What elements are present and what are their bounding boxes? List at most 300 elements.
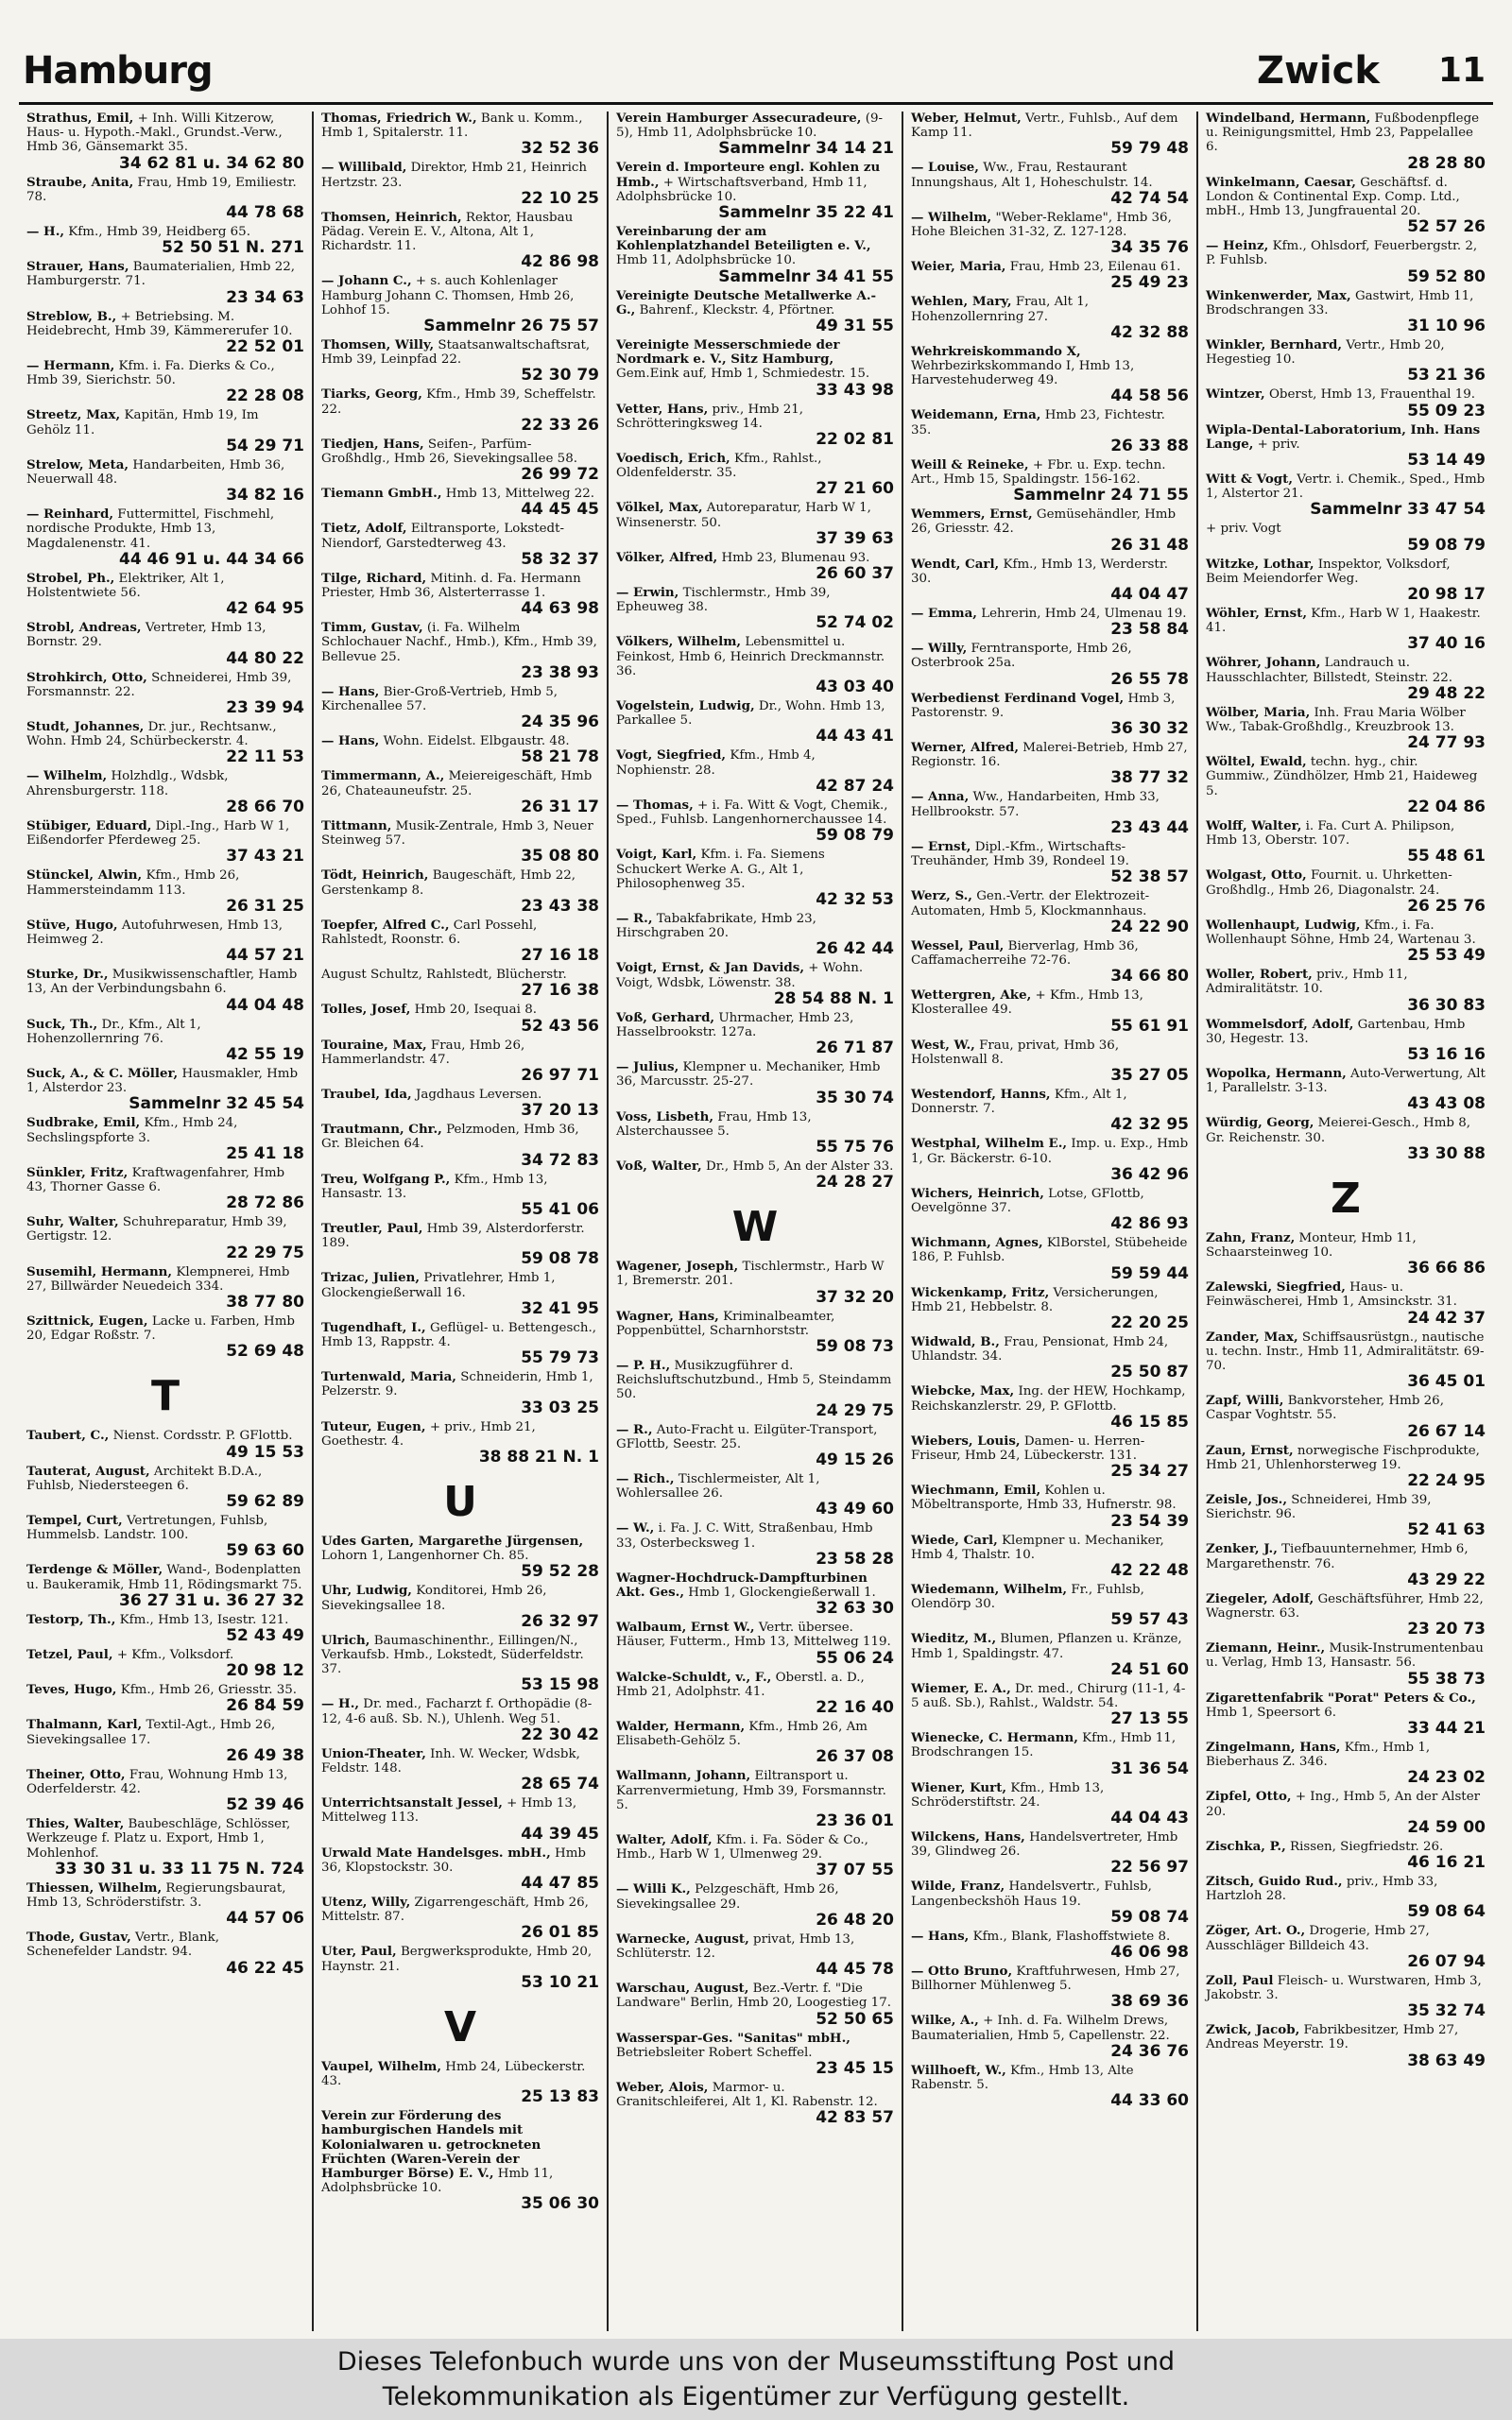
phone-number: 26 37 08 — [816, 1747, 894, 1767]
directory-entry — [616, 1060, 894, 1107]
entry-name: Wöhler, Ernst, — [1206, 606, 1308, 622]
entry-details: Frau, Hmb 19, Emiliestr. 78. — [26, 175, 297, 204]
directory-entry — [1206, 1741, 1486, 1787]
entry-details: Wand-, Bodenplatten u. Baukeramik, Hmb 11, Rödingsmarkt 75. — [26, 1563, 302, 1592]
entry-name: Voigt, Karl, — [616, 847, 697, 863]
phone-number: 26 99 72 — [521, 465, 599, 485]
entry-name: Trautmann, Chr., — [321, 1122, 442, 1138]
entry-details: Konditorei, Hmb 26, Sievekingsallee 18. — [321, 1584, 547, 1613]
entry-name: Vogt, Siegfried, — [616, 747, 727, 764]
directory-entry — [1206, 289, 1486, 335]
phone-number: 44 04 47 — [1110, 585, 1189, 605]
entry-name: Voss, Lisbeth, — [616, 1108, 713, 1124]
phone-number: 22 33 26 — [521, 415, 599, 435]
entry-name: Völkel, Max, — [616, 500, 703, 516]
entry-name: Witzke, Lothar, — [1206, 556, 1314, 572]
entry-details: + Kfm., Hmb 13, Klosterallee 49. — [911, 988, 1143, 1018]
entry-name: — Wilhelm, — [911, 209, 992, 225]
directory-entry — [321, 1038, 599, 1085]
directory-entry — [616, 1159, 894, 1192]
phone-number: 34 62 81 u. 34 62 80 — [118, 153, 304, 173]
directory-entry — [911, 1236, 1189, 1282]
phone-number: 59 63 60 — [226, 1541, 304, 1561]
entry-details: Lehrerin, Hmb 24, Ulmenau 19. — [981, 607, 1187, 622]
directory-entry — [911, 1484, 1189, 1530]
phone-number: 59 79 48 — [1110, 139, 1189, 159]
entry-details: Kfm. i. Fa. Dierks & Co., Hmb 39, Sierichstr. 50. — [26, 359, 275, 388]
entry-details: Dr. jur., Rechtsanw., Wohn. Hmb 24, Schürbeckerstr. 4. — [26, 720, 277, 749]
entry-name: Tietz, Adolf, — [321, 521, 407, 537]
column-1 — [19, 112, 314, 2331]
entry-name: — Willy, — [911, 641, 968, 657]
entry-details: + Inh. d. Fa. Wilhelm Drews, Baumaterialien, Hmb 5, Capellenstr. 22. — [911, 2014, 1170, 2043]
entry-name: Urwald Mate Handelsges. mbH., — [321, 1845, 551, 1861]
entry-details: Meierei-Gesch., Hmb 8, Gr. Reichenstr. 30. — [1206, 1116, 1470, 1145]
phone-number: 26 31 17 — [521, 797, 599, 816]
entry-details: techn. hyg., chir. Gummiw., Zündhölzer, Hmb 21, Haideweg 5. — [1206, 755, 1478, 798]
phone-number: 22 02 81 — [816, 430, 894, 450]
directory-entry — [26, 176, 304, 222]
entry-details: Wehrbezirkskommando I, Hmb 13, Harvestehuderweg 49. — [911, 359, 1135, 388]
directory-entry — [321, 211, 599, 272]
phone-number: 23 36 01 — [816, 1811, 894, 1831]
phone-number: 24 77 93 — [1407, 733, 1486, 753]
directory-entry — [911, 458, 1189, 505]
entry-name: Wiener, Kurt, — [911, 1779, 1007, 1795]
entry-name: Szittnick, Eugen, — [26, 1313, 148, 1329]
entry-name: Werner, Alfred, — [911, 740, 1020, 756]
phone-number: 26 32 97 — [521, 1611, 599, 1631]
phone-number: 26 33 88 — [1110, 436, 1189, 455]
phone-number: 52 30 79 — [521, 366, 599, 386]
phone-number: 38 88 21 N. 1 — [478, 1447, 599, 1467]
entry-details: Landrauch u. Hausschlachter, Billstedt, Steinstr. 22. — [1206, 656, 1452, 685]
entry-details: + i. Fa. Witt & Vogt, Chemik., Sped., Fuhlsb. Langenhornerchaussee 14. — [616, 798, 888, 828]
entry-details: + Fbr. u. Exp. techn. Art., Hmb 15, Spaldingstr. 156-162. — [911, 457, 1166, 488]
directory-entry — [1206, 1493, 1486, 1539]
directory-entry — [911, 211, 1189, 257]
directory-entry — [616, 1359, 894, 1420]
phone-number: 24 51 60 — [1110, 1659, 1189, 1679]
phone-number: 28 72 86 — [226, 1193, 304, 1213]
phone-number: 42 74 54 — [1110, 188, 1189, 208]
entry-details: Elektriker, Alt 1, Holstentwiete 56. — [26, 571, 225, 601]
entry-details: Vertr. i. Chemik., Sped., Hmb 1, Alstertor 21. — [1206, 472, 1486, 502]
directory-entry — [1206, 1067, 1486, 1113]
directory-entry — [26, 1018, 304, 1064]
phone-number: 26 84 59 — [226, 1696, 304, 1716]
phone-number: 26 48 20 — [816, 1910, 894, 1930]
entry-details: Hmb 11, Adolphsbrücke 10. — [616, 253, 797, 268]
entry-name: — Willi K., — [616, 1881, 691, 1897]
entry-details: Hmb 20, Isequai 8. — [414, 1003, 537, 1018]
phone-number: 37 43 21 — [226, 847, 304, 867]
entry-name: Zander, Max, — [1206, 1329, 1298, 1345]
phone-number: Sammelnr 26 75 57 — [423, 317, 599, 336]
phone-number: 28 66 70 — [226, 797, 304, 816]
directory-entry — [911, 1137, 1189, 1183]
entry-name: Susemihl, Hermann, — [26, 1263, 173, 1279]
phone-number: 55 79 73 — [521, 1348, 599, 1368]
directory-entry — [616, 501, 894, 547]
entry-details: Kfm., Hmb 13, Werderstr. 30. — [911, 557, 1168, 586]
directory-entry — [911, 790, 1189, 836]
directory-entry — [321, 1535, 599, 1581]
phone-number: 26 55 78 — [1110, 669, 1189, 689]
entry-details: Kfm., Hmb 13, Isestr. 121. — [119, 1612, 289, 1627]
phone-number: 24 29 75 — [816, 1400, 894, 1420]
directory-entry — [911, 692, 1189, 738]
phone-number: 44 80 22 — [226, 648, 304, 668]
directory-entry — [911, 1682, 1189, 1728]
entry-name: Sudbrake, Emil, — [26, 1115, 141, 1131]
entry-name: Testorp, Th., — [26, 1611, 116, 1627]
phone-number: 58 32 37 — [521, 549, 599, 569]
phone-number: 42 22 48 — [1110, 1560, 1189, 1580]
entry-details: Marmor- u. Granitschleiferei, Alt 1, Kl. Rabenstr. 12. — [616, 2081, 878, 2110]
phone-number: 43 03 40 — [816, 678, 894, 697]
directory-entry — [616, 1011, 894, 1057]
directory-entry — [616, 452, 894, 498]
directory-entry — [26, 621, 304, 667]
directory-entry — [321, 1697, 599, 1743]
page-header — [19, 45, 1493, 105]
phone-number: 22 04 86 — [1407, 797, 1486, 816]
phone-number: 24 42 37 — [1407, 1308, 1486, 1328]
entry-name: Wichers, Heinrich, — [911, 1185, 1044, 1201]
entry-name: Thalmann, Karl, — [26, 1717, 143, 1733]
entry-name: Wehrkreiskommando X, — [911, 343, 1081, 359]
phone-number: 35 27 05 — [1110, 1065, 1189, 1085]
directory-entry — [616, 1621, 894, 1667]
directory-entry — [616, 798, 894, 845]
entry-details: Ferntransporte, Hmb 26, Osterbrook 25a. — [911, 642, 1132, 671]
phone-number: 23 58 84 — [1110, 620, 1189, 640]
phone-number: 59 52 80 — [1407, 266, 1486, 286]
entry-details: Kfm., Hmb 26, Griesstr. 35. — [120, 1683, 298, 1698]
directory-entry — [911, 1731, 1189, 1777]
directory-entry — [1206, 1116, 1486, 1162]
phone-number: 53 14 49 — [1407, 451, 1486, 471]
entry-details: + priv. Vogt — [1206, 522, 1281, 537]
phone-number: 53 10 21 — [521, 1972, 599, 1992]
phone-number: 26 31 25 — [226, 896, 304, 916]
directory-entry — [911, 939, 1189, 986]
phone-number: 23 20 73 — [1407, 1620, 1486, 1639]
entry-name: Walcke-Schuldt, v., F., — [616, 1669, 772, 1685]
entry-details: Seifen-, Parfüm-Großhdlg., Hmb 26, Sievekingsallee 58. — [321, 437, 577, 467]
entry-name: Timmermann, A., — [321, 768, 445, 784]
directory-entry — [26, 1116, 304, 1162]
entry-name: Weber, Helmut, — [911, 112, 1022, 126]
directory-entry — [616, 1423, 894, 1469]
directory-entry — [616, 1521, 894, 1568]
phone-number: 20 98 17 — [1407, 585, 1486, 605]
phone-number: 26 71 87 — [816, 1038, 894, 1058]
entry-details: Ww., Frau, Restaurant Innungshaus, Alt 1, Hoheschulstr. 14. — [911, 161, 1153, 190]
entry-details: + priv. — [1257, 437, 1300, 452]
phone-number: 59 08 64 — [1407, 1902, 1486, 1922]
entry-details: Hausmakler, Hmb 1, Alsterdor 23. — [26, 1066, 299, 1096]
directory-entry — [1206, 918, 1486, 965]
entry-name: Studt, Johannes, — [26, 719, 145, 735]
phone-number: 28 28 80 — [1407, 153, 1486, 173]
phone-number: 44 57 06 — [226, 1909, 304, 1929]
entry-name: Tempel, Curt, — [26, 1512, 123, 1528]
entry-details: (i. Fa. Wilhelm Schlochauer Nachf., Hmb.), Kfm., Hmb 39, Bellevue 25. — [321, 621, 597, 664]
entry-name: — H., — [321, 1696, 360, 1712]
entry-details: Frau, Hmb 23, Eilenau 61. — [1009, 260, 1181, 275]
phone-number: 28 54 88 N. 1 — [773, 988, 894, 1008]
directory-entry — [26, 1067, 304, 1113]
directory-entry — [321, 734, 599, 766]
phone-number: 42 83 57 — [816, 2108, 894, 2128]
phone-number: Sammelnr 24 71 55 — [1013, 486, 1189, 506]
entry-details: Baumaschinenthr., Eillingen/N., Verkaufsb. Hmb., Lokstedt, Süderfeldstr. 37. — [321, 1633, 584, 1677]
entry-details: + Kfm., Volksdorf. — [116, 1647, 234, 1662]
phone-number: 37 39 63 — [816, 528, 894, 548]
directory-entry — [616, 912, 894, 958]
entry-details: Frau, Hmb 13, Alsterchaussee 5. — [616, 1109, 812, 1139]
directory-entry — [1206, 1280, 1486, 1327]
entry-details: Bahrenf., Kleckstr. 4, Pförtner. — [639, 302, 835, 318]
phone-number: 26 01 85 — [521, 1923, 599, 1943]
entry-details: Monteur, Hmb 11, Schaarsteinweg 10. — [1206, 1230, 1417, 1260]
phone-number: 44 45 78 — [816, 1960, 894, 1980]
entry-name: — Willibald, — [321, 160, 407, 176]
entry-details: Tischlermeister, Alt 1, Wohlersallee 26. — [616, 1471, 820, 1502]
directory-entry — [616, 635, 894, 696]
directory-entry — [321, 2060, 599, 2106]
entry-details: Hmb 24, Lübeckerstr. 43. — [321, 2059, 586, 2089]
column-5 — [1198, 112, 1493, 2331]
phone-number: 42 55 19 — [226, 1044, 304, 1064]
phone-number: 42 87 24 — [816, 776, 894, 796]
entry-details: Fleisch- u. Wurstwaren, Hmb 3, Jakobstr. 3. — [1206, 1973, 1482, 2003]
directory-entry — [1206, 1592, 1486, 1639]
entry-details: Direktor, Hmb 21, Heinrich Hertzstr. 23. — [321, 161, 588, 190]
phone-number: Sammelnr 34 41 55 — [718, 266, 894, 286]
directory-entry — [26, 310, 304, 356]
header-last-entry: Zwick — [1257, 49, 1380, 93]
phone-number: 52 43 49 — [226, 1625, 304, 1645]
entry-name: Weier, Maria, — [911, 259, 1006, 275]
entry-details: Autofuhrwesen, Hmb 13, Heimweg 2. — [26, 918, 283, 947]
phone-number: 43 43 08 — [1407, 1094, 1486, 1114]
entry-name: Treutler, Paul, — [321, 1220, 423, 1236]
directory-entry — [26, 1683, 304, 1715]
entry-name: Wettergren, Ake, — [911, 987, 1032, 1004]
entry-details: Fournit. u. Uhrketten-Großhdlg., Hmb 26, Diagonalstr. 24. — [1206, 868, 1452, 898]
entry-details: Dr. med., Facharzt f. Orthopädie (8-12, 4-6 auß. Sb. N.), Uhlenh. Weg 51. — [321, 1697, 593, 1726]
entry-details: Gen.-Vertr. der Elektrozeit-Automaten, Hmb 5, Klockmannhaus. — [911, 889, 1150, 918]
entry-details: Architekt B.D.A., Fuhlsb, Niedersteegen 6. — [26, 1464, 263, 1493]
entry-name: Zöger, Art. O., — [1206, 1923, 1306, 1939]
phone-number: 44 63 98 — [521, 599, 599, 619]
entry-details: Klempnerei, Hmb 27, Billwärder Neuedeich 334. — [26, 1264, 290, 1294]
phone-number: 53 15 98 — [521, 1675, 599, 1695]
entry-details: Pelzmoden, Hmb 36, Gr. Bleichen 64. — [321, 1123, 579, 1152]
phone-number: 34 66 80 — [1110, 967, 1189, 987]
entry-name: Traubel, Ida, — [321, 1086, 412, 1102]
directory-entry — [321, 1796, 599, 1843]
directory-entry — [911, 1384, 1189, 1431]
directory-entry — [1206, 1875, 1486, 1921]
directory-entry — [321, 918, 599, 965]
entry-details: i. Fa. J. C. Witt, Straßenbau, Hmb 33, Osterbecksweg 1. — [616, 1521, 873, 1551]
phone-number: 52 50 51 N. 271 — [162, 238, 304, 258]
directory-entry — [911, 1632, 1189, 1678]
entry-details: Staatsanwaltschaftsrat, Hmb 39, Leinpfad 22. — [321, 338, 591, 368]
phone-number: 33 43 98 — [816, 380, 894, 400]
directory-entry — [26, 1817, 304, 1879]
phone-number: 25 53 49 — [1407, 946, 1486, 966]
entry-details: Regierungsbaurat, Hmb 13, Schröderstifstr. 3. — [26, 1880, 286, 1911]
phone-number: 28 65 74 — [521, 1775, 599, 1794]
directory-entry — [911, 1038, 1189, 1085]
entry-name: Taubert, C., — [26, 1428, 110, 1444]
entry-name: Wolff, Walter, — [1206, 817, 1302, 833]
entry-name: Wagner, Hans, — [616, 1308, 719, 1324]
phone-number: 26 31 48 — [1110, 535, 1189, 555]
entry-details: priv., Hmb 21, Schrötteringksweg 14. — [616, 402, 804, 431]
entry-name: Verein zur Förderung des hamburgischen Handels mit Kolonialwaren u. getrockneten Früchten (Waren-Verein der Hamburger Börse) E. V., — [321, 2108, 541, 2182]
entry-details: Musik-Zentrale, Hmb 3, Neuer Steinweg 57. — [321, 818, 593, 849]
directory-entry — [321, 438, 599, 484]
entry-details: Dipl.-Kfm., Wirtschafts-Treuhänder, Hmb 39, Rondeel 19. — [911, 839, 1129, 869]
directory-entry — [321, 1846, 599, 1893]
directory-entry — [321, 1747, 599, 1794]
entry-name: Wintzer, — [1206, 386, 1265, 403]
directory-entry — [616, 961, 894, 1007]
entry-details: Meiereigeschäft, Hmb 26, Chateauneufstr. 25. — [321, 769, 593, 798]
entry-name: Toepfer, Alfred C., — [321, 917, 450, 933]
phone-number: 59 57 43 — [1110, 1610, 1189, 1630]
phone-number: 24 23 02 — [1407, 1768, 1486, 1788]
entry-details: Frau, Wohnung Hmb 13, Oderfelderstr. 42. — [26, 1767, 288, 1796]
phone-number: 34 82 16 — [226, 486, 304, 506]
directory-entry — [911, 1088, 1189, 1134]
entry-details: Auto-Fracht u. Eilgüter-Transport, GFlottb, Seestr. 25. — [616, 1422, 878, 1451]
entry-name: Strauer, Hans, — [26, 259, 129, 275]
entry-name: Voigt, Ernst, & Jan Davids, — [616, 960, 804, 976]
entry-details: Textil-Agt., Hmb 26, Sievekingsallee 17. — [26, 1718, 276, 1747]
directory-entry — [616, 2081, 894, 2127]
entry-name: Tittmann, — [321, 817, 392, 833]
entry-details: Oberst, Hmb 13, Frauenthal 19. — [1268, 387, 1476, 403]
entry-details: Eiltransporte, Lokstedt-Niendorf, Garstedterweg 43. — [321, 522, 565, 551]
directory-entry — [616, 1982, 894, 2028]
entry-name: Strobl, Andreas, — [26, 620, 142, 636]
directory-entry — [26, 1465, 304, 1511]
directory-entry — [321, 387, 599, 434]
directory-entry — [911, 988, 1189, 1035]
entry-name: — Louise, — [911, 160, 979, 176]
phone-number: 52 74 02 — [816, 613, 894, 633]
phone-number: 55 75 76 — [816, 1137, 894, 1157]
phone-number: 59 08 79 — [816, 826, 894, 846]
phone-number: 26 60 37 — [816, 564, 894, 584]
directory-entry — [616, 1260, 894, 1306]
phone-number: 49 15 53 — [226, 1442, 304, 1462]
entry-details: Frau, privat, Hmb 36, Holstenwall 8. — [911, 1038, 1120, 1067]
entry-details: Inh. W. Wecker, Wdsbk, Feldstr. 148. — [321, 1746, 580, 1776]
entry-details: Haus- u. Feinwäscherei, Hmb 1, Amsinckstr. 31. — [1206, 1280, 1457, 1310]
phone-number: 59 52 28 — [521, 1562, 599, 1582]
phone-number: 32 41 95 — [521, 1298, 599, 1318]
phone-number: 36 66 86 — [1407, 1259, 1486, 1279]
entry-name: Tilge, Richard, — [321, 570, 427, 586]
phone-number: 58 21 78 — [521, 747, 599, 767]
entry-details: Hmb 13, Mittelweg 22. — [445, 487, 594, 502]
entry-details: Pelzgeschäft, Hmb 26, Sievekingsallee 29. — [616, 1882, 839, 1912]
phone-number: 22 24 95 — [1407, 1470, 1486, 1490]
entry-details: Dr., Kfm., Alt 1, Hohenzollernring 76. — [26, 1017, 201, 1046]
entry-details: Kfm., Rahlst., Oldenfelderstr. 35. — [616, 452, 822, 481]
entry-name: Wieditz, M., — [911, 1631, 997, 1647]
phone-number: 24 22 90 — [1110, 917, 1189, 936]
entry-details: Carl Possehl, Rahlstedt, Roonstr. 6. — [321, 918, 538, 947]
entry-details: Vertretungen, Fuhlsb, Hummelsb. Landstr. 100. — [26, 1513, 268, 1543]
directory-entry — [1206, 968, 1486, 1014]
entry-details: Geschäftsführer, Hmb 22, Wagnerstr. 63. — [1206, 1591, 1484, 1621]
phone-number: 44 47 85 — [521, 1874, 599, 1894]
directory-entry — [1206, 2023, 1486, 2069]
phone-number: 20 98 12 — [226, 1661, 304, 1681]
entry-name: Witt & Vogt, — [1206, 472, 1293, 488]
entry-name: Würdig, Georg, — [1206, 1115, 1314, 1131]
phone-number: 52 50 65 — [816, 2009, 894, 2029]
directory-entry — [26, 769, 304, 815]
phone-number: 26 07 94 — [1407, 1951, 1486, 1971]
entry-details: Imp. u. Exp., Hmb 1, Gr. Bäckerstr. 6-10. — [911, 1137, 1189, 1166]
entry-name: Theiner, Otto, — [26, 1766, 126, 1782]
directory-entry — [321, 819, 599, 866]
entry-details: Hmb 23, Fichtestr. 35. — [911, 408, 1165, 438]
entry-name: Wommelsdorf, Adolf, — [1206, 1016, 1354, 1032]
directory-entry — [321, 1420, 599, 1467]
directory-entry — [321, 1003, 599, 1035]
entry-details: Rissen, Siegfriedstr. 26. — [1290, 1839, 1444, 1854]
entry-name: Wilde, Franz, — [911, 1879, 1005, 1895]
phone-number: 52 69 48 — [226, 1342, 304, 1362]
entry-name: Tolles, Josef, — [321, 1002, 411, 1018]
entry-name: Zitsch, Guido Rud., — [1206, 1874, 1343, 1890]
phone-number: 44 04 48 — [226, 995, 304, 1015]
entry-details: Drogerie, Hmb 27, Ausschläger Billdeich 43. — [1206, 1924, 1430, 1953]
entry-name: Suck, A., & C. Möller, — [26, 1065, 179, 1081]
entry-details: Schuhreparatur, Hmb 39, Gertigstr. 12. — [26, 1215, 287, 1244]
directory-entry — [321, 1173, 599, 1219]
entry-details: Lotse, GFlottb, Oevelgönne 37. — [911, 1186, 1144, 1215]
entry-name: Wolgast, Otto, — [1206, 867, 1307, 884]
entry-name: Strathus, Emil, — [26, 112, 134, 126]
entry-name: Wasserspar-Ges. "Sanitas" mbH., — [616, 2030, 850, 2046]
directory-entry — [321, 868, 599, 915]
directory-entry — [911, 889, 1189, 935]
entry-details: + Inh. Willi Kitzerow, Haus- u. Hypoth.-Makl., Grundst.-Verw., Hmb 36, Gänsemarkt 35. — [26, 112, 283, 155]
phone-number: 35 32 74 — [1407, 2001, 1486, 2021]
phone-number: 54 29 71 — [226, 436, 304, 455]
entry-details: Handelsvertr., Fuhlsb, Langenbeckshöh Haus 19. — [911, 1879, 1152, 1909]
entry-details: Kfm., Hmb 39, Scheffelstr. 22. — [321, 387, 596, 417]
entry-details: Uhrmacher, Hmb 23, Hasselbrookstr. 127a. — [616, 1010, 854, 1039]
phone-number: 22 56 97 — [1110, 1858, 1189, 1878]
phone-number: 23 34 63 — [226, 287, 304, 307]
entry-name: Völkers, Wilhelm, — [616, 634, 742, 650]
entry-name: — W., — [616, 1520, 655, 1536]
entry-name: Wagner-Hochdruck-Dampfturbinen Akt. Ges., — [616, 1570, 868, 1600]
